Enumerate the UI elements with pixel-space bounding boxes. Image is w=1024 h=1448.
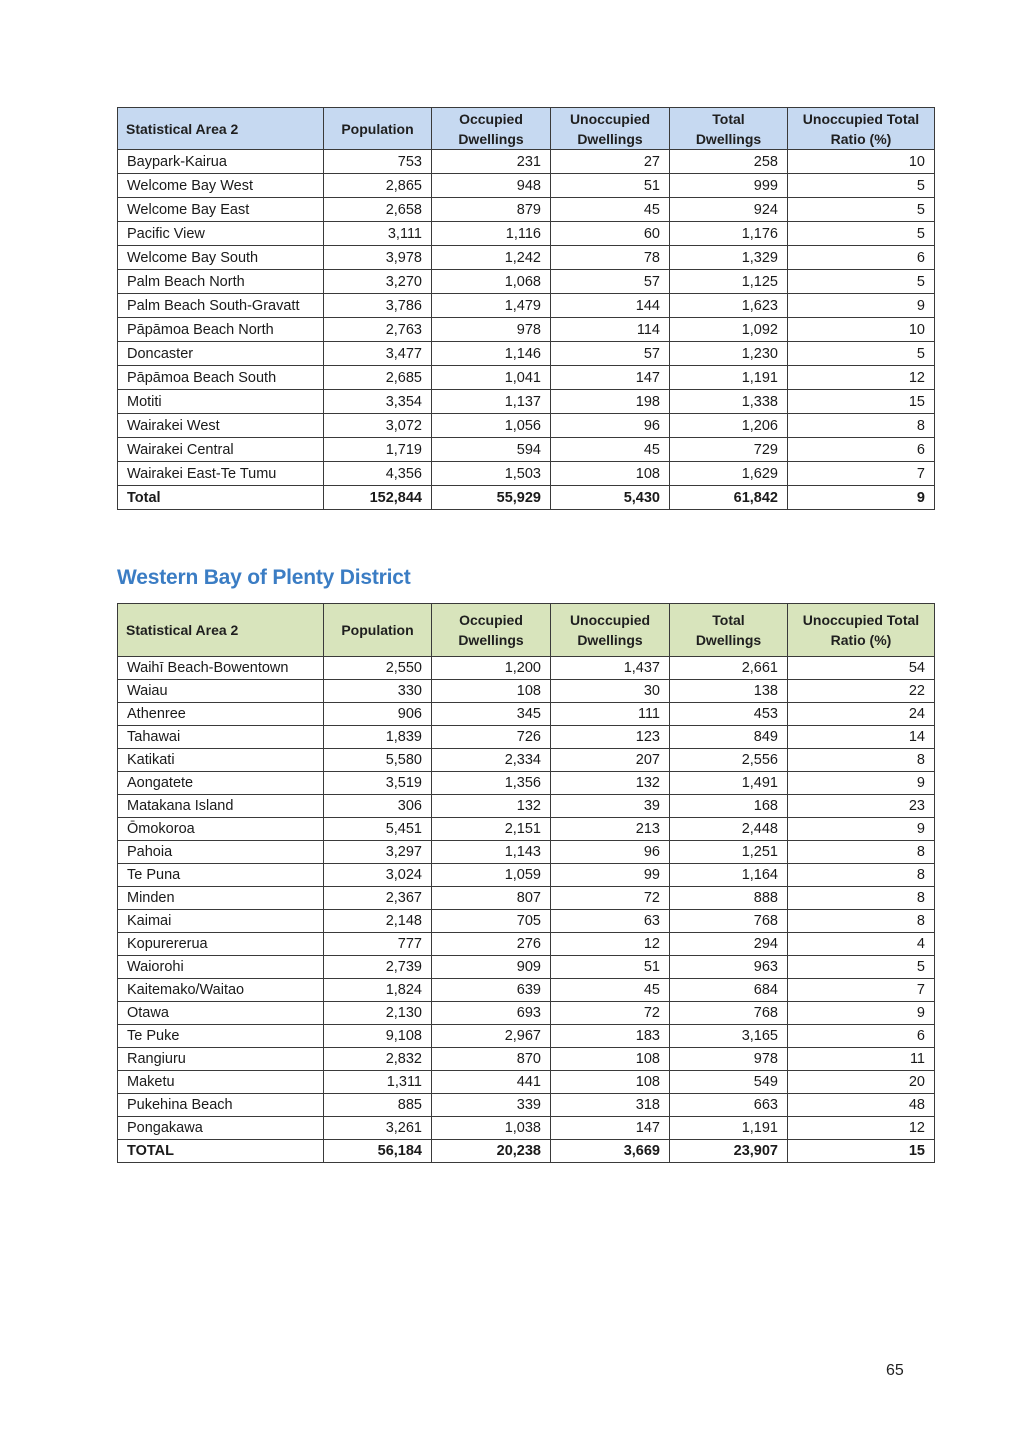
cell-occupied: 1,116 (432, 222, 551, 246)
header-unoccupied-ratio: Unoccupied Total Ratio (%) (788, 108, 935, 150)
cell-ratio: 23 (788, 795, 935, 818)
cell-occupied: 1,356 (432, 772, 551, 795)
table-row (118, 1002, 935, 1025)
cell-total: 138 (670, 680, 788, 703)
cell-area: Welcome Bay South (118, 246, 324, 270)
cell-total: 61,842 (670, 486, 788, 510)
cell-ratio: 24 (788, 703, 935, 726)
cell-ratio: 48 (788, 1094, 935, 1117)
cell-unoccupied: 207 (551, 749, 670, 772)
header-unoccupied-ratio: Unoccupied Total Ratio (%) (788, 604, 935, 657)
cell-area: Palm Beach North (118, 270, 324, 294)
cell-population: 1,839 (324, 726, 432, 749)
cell-ratio: 5 (788, 270, 935, 294)
cell-population: 3,786 (324, 294, 432, 318)
table-row (118, 818, 935, 841)
cell-population: 3,072 (324, 414, 432, 438)
cell-area: Pacific View (118, 222, 324, 246)
cell-ratio: 10 (788, 318, 935, 342)
cell-unoccupied: 45 (551, 438, 670, 462)
header-total-dwellings: Total Dwellings (670, 604, 788, 657)
cell-total: 1,191 (670, 366, 788, 390)
cell-ratio: 5 (788, 956, 935, 979)
cell-ratio: 7 (788, 462, 935, 486)
cell-population: 885 (324, 1094, 432, 1117)
cell-area: Welcome Bay West (118, 174, 324, 198)
cell-area: Ōmokoroa (118, 818, 324, 841)
cell-occupied: 20,238 (432, 1140, 551, 1163)
cell-occupied: 909 (432, 956, 551, 979)
cell-unoccupied: 30 (551, 680, 670, 703)
cell-occupied: 1,200 (432, 657, 551, 680)
cell-area: Pāpāmoa Beach North (118, 318, 324, 342)
cell-unoccupied: 51 (551, 956, 670, 979)
cell-area: Waiorohi (118, 956, 324, 979)
cell-ratio: 5 (788, 342, 935, 366)
cell-total: 1,623 (670, 294, 788, 318)
cell-ratio: 6 (788, 438, 935, 462)
cell-population: 906 (324, 703, 432, 726)
cell-population: 2,367 (324, 887, 432, 910)
cell-unoccupied: 60 (551, 222, 670, 246)
cell-occupied: 1,068 (432, 270, 551, 294)
cell-total: 729 (670, 438, 788, 462)
cell-occupied: 879 (432, 198, 551, 222)
cell-unoccupied: 57 (551, 270, 670, 294)
cell-area: Pahoia (118, 841, 324, 864)
cell-occupied: 1,056 (432, 414, 551, 438)
cell-area: Matakana Island (118, 795, 324, 818)
table-row (118, 680, 935, 703)
cell-unoccupied: 132 (551, 772, 670, 795)
cell-total: 888 (670, 887, 788, 910)
cell-area: Pongakawa (118, 1117, 324, 1140)
cell-ratio: 8 (788, 414, 935, 438)
cell-occupied: 693 (432, 1002, 551, 1025)
cell-total: 1,125 (670, 270, 788, 294)
cell-population: 5,451 (324, 818, 432, 841)
cell-occupied: 1,137 (432, 390, 551, 414)
cell-total: 2,661 (670, 657, 788, 680)
cell-population: 3,354 (324, 390, 432, 414)
cell-unoccupied: 45 (551, 979, 670, 1002)
cell-ratio: 8 (788, 910, 935, 933)
cell-ratio: 8 (788, 841, 935, 864)
cell-area: Rangiuru (118, 1048, 324, 1071)
cell-total: 663 (670, 1094, 788, 1117)
table-row (118, 438, 935, 462)
table-row (118, 366, 935, 390)
cell-occupied: 276 (432, 933, 551, 956)
cell-total: 3,165 (670, 1025, 788, 1048)
cell-population: 2,130 (324, 1002, 432, 1025)
header-total-dwellings: Total Dwellings (670, 108, 788, 150)
cell-occupied: 339 (432, 1094, 551, 1117)
cell-area: Baypark-Kairua (118, 150, 324, 174)
cell-unoccupied: 114 (551, 318, 670, 342)
cell-area: Kaitemako/Waitao (118, 979, 324, 1002)
table-row (118, 1071, 935, 1094)
cell-unoccupied: 108 (551, 462, 670, 486)
cell-ratio: 12 (788, 366, 935, 390)
cell-total: 924 (670, 198, 788, 222)
table-row (118, 414, 935, 438)
cell-unoccupied: 72 (551, 887, 670, 910)
cell-occupied: 1,242 (432, 246, 551, 270)
cell-ratio: 8 (788, 749, 935, 772)
header-statistical-area: Statistical Area 2 (118, 604, 324, 657)
table-row (118, 657, 935, 680)
cell-total: 1,164 (670, 864, 788, 887)
cell-population: 3,111 (324, 222, 432, 246)
cell-area: Aongatete (118, 772, 324, 795)
cell-unoccupied: 39 (551, 795, 670, 818)
page-number: 65 (886, 1362, 904, 1379)
table-row (118, 1094, 935, 1117)
cell-area: Tahawai (118, 726, 324, 749)
cell-population: 9,108 (324, 1025, 432, 1048)
table-row (118, 462, 935, 486)
table-body (118, 150, 935, 510)
cell-area: Waihī Beach-Bowentown (118, 657, 324, 680)
cell-ratio: 7 (788, 979, 935, 1002)
cell-ratio: 9 (788, 772, 935, 795)
cell-unoccupied: 27 (551, 150, 670, 174)
cell-occupied: 345 (432, 703, 551, 726)
cell-area: Otawa (118, 1002, 324, 1025)
cell-occupied: 978 (432, 318, 551, 342)
cell-total: 978 (670, 1048, 788, 1071)
cell-area: Wairakei West (118, 414, 324, 438)
cell-area: Wairakei Central (118, 438, 324, 462)
table-bay-of-plenty-sa2 (117, 107, 935, 510)
cell-total: 1,338 (670, 390, 788, 414)
table-row (118, 841, 935, 864)
cell-area: Motiti (118, 390, 324, 414)
cell-population: 3,270 (324, 270, 432, 294)
table-row (118, 703, 935, 726)
header-population: Population (324, 108, 432, 150)
cell-population: 777 (324, 933, 432, 956)
cell-unoccupied: 45 (551, 198, 670, 222)
cell-area: Waiau (118, 680, 324, 703)
cell-unoccupied: 198 (551, 390, 670, 414)
cell-area: Te Puna (118, 864, 324, 887)
cell-population: 3,024 (324, 864, 432, 887)
cell-total: 1,176 (670, 222, 788, 246)
cell-ratio: 9 (788, 1002, 935, 1025)
cell-population: 3,978 (324, 246, 432, 270)
cell-area: Total (118, 486, 324, 510)
header-statistical-area: Statistical Area 2 (118, 108, 324, 150)
cell-unoccupied: 1,437 (551, 657, 670, 680)
cell-occupied: 639 (432, 979, 551, 1002)
cell-total: 168 (670, 795, 788, 818)
table-row (118, 749, 935, 772)
cell-unoccupied: 108 (551, 1071, 670, 1094)
cell-ratio: 54 (788, 657, 935, 680)
cell-population: 56,184 (324, 1140, 432, 1163)
cell-occupied: 948 (432, 174, 551, 198)
cell-ratio: 4 (788, 933, 935, 956)
cell-unoccupied: 57 (551, 342, 670, 366)
cell-occupied: 1,059 (432, 864, 551, 887)
cell-unoccupied: 147 (551, 1117, 670, 1140)
cell-ratio: 5 (788, 198, 935, 222)
cell-ratio: 6 (788, 246, 935, 270)
cell-population: 2,685 (324, 366, 432, 390)
cell-population: 1,719 (324, 438, 432, 462)
cell-ratio: 12 (788, 1117, 935, 1140)
cell-unoccupied: 3,669 (551, 1140, 670, 1163)
cell-total: 684 (670, 979, 788, 1002)
cell-ratio: 6 (788, 1025, 935, 1048)
cell-unoccupied: 318 (551, 1094, 670, 1117)
table-total-row (118, 1140, 935, 1163)
cell-population: 330 (324, 680, 432, 703)
cell-unoccupied: 72 (551, 1002, 670, 1025)
cell-total: 23,907 (670, 1140, 788, 1163)
table-row (118, 887, 935, 910)
cell-total: 258 (670, 150, 788, 174)
cell-ratio: 20 (788, 1071, 935, 1094)
cell-total: 1,191 (670, 1117, 788, 1140)
cell-ratio: 9 (788, 486, 935, 510)
table-row (118, 726, 935, 749)
cell-area: Te Puke (118, 1025, 324, 1048)
cell-population: 3,297 (324, 841, 432, 864)
cell-ratio: 8 (788, 887, 935, 910)
cell-occupied: 1,503 (432, 462, 551, 486)
table-header-row (118, 108, 935, 150)
table-row (118, 1117, 935, 1140)
cell-total: 294 (670, 933, 788, 956)
cell-population: 2,658 (324, 198, 432, 222)
table-western-bop-sa2 (117, 603, 935, 1163)
cell-area: Kaimai (118, 910, 324, 933)
table-row (118, 222, 935, 246)
cell-occupied: 2,151 (432, 818, 551, 841)
cell-unoccupied: 183 (551, 1025, 670, 1048)
cell-area: Katikati (118, 749, 324, 772)
table-row (118, 1048, 935, 1071)
cell-occupied: 1,143 (432, 841, 551, 864)
table-row (118, 294, 935, 318)
cell-total: 768 (670, 910, 788, 933)
cell-area: Maketu (118, 1071, 324, 1094)
cell-unoccupied: 99 (551, 864, 670, 887)
cell-area: Athenree (118, 703, 324, 726)
cell-population: 2,763 (324, 318, 432, 342)
cell-occupied: 705 (432, 910, 551, 933)
table-row (118, 342, 935, 366)
cell-occupied: 726 (432, 726, 551, 749)
table-row (118, 318, 935, 342)
cell-total: 1,251 (670, 841, 788, 864)
cell-occupied: 807 (432, 887, 551, 910)
cell-ratio: 15 (788, 390, 935, 414)
cell-population: 4,356 (324, 462, 432, 486)
cell-unoccupied: 213 (551, 818, 670, 841)
cell-unoccupied: 108 (551, 1048, 670, 1071)
table-row (118, 933, 935, 956)
cell-area: Palm Beach South-Gravatt (118, 294, 324, 318)
cell-population: 2,739 (324, 956, 432, 979)
cell-occupied: 870 (432, 1048, 551, 1071)
cell-occupied: 108 (432, 680, 551, 703)
cell-occupied: 132 (432, 795, 551, 818)
header-population: Population (324, 604, 432, 657)
cell-total: 549 (670, 1071, 788, 1094)
cell-unoccupied: 147 (551, 366, 670, 390)
cell-ratio: 14 (788, 726, 935, 749)
cell-occupied: 231 (432, 150, 551, 174)
cell-occupied: 1,041 (432, 366, 551, 390)
cell-population: 152,844 (324, 486, 432, 510)
cell-total: 1,230 (670, 342, 788, 366)
cell-total: 1,206 (670, 414, 788, 438)
cell-unoccupied: 96 (551, 414, 670, 438)
cell-ratio: 5 (788, 222, 935, 246)
cell-area: Pukehina Beach (118, 1094, 324, 1117)
cell-occupied: 2,334 (432, 749, 551, 772)
cell-ratio: 9 (788, 818, 935, 841)
cell-area: Minden (118, 887, 324, 910)
table-header-row (118, 604, 935, 657)
table-row (118, 174, 935, 198)
table-body (118, 657, 935, 1163)
header-unoccupied-dwellings: Unoccupied Dwellings (551, 108, 670, 150)
section-heading: Western Bay of Plenty District (117, 566, 411, 589)
cell-occupied: 55,929 (432, 486, 551, 510)
cell-occupied: 441 (432, 1071, 551, 1094)
cell-unoccupied: 144 (551, 294, 670, 318)
table-row (118, 772, 935, 795)
cell-ratio: 9 (788, 294, 935, 318)
cell-unoccupied: 63 (551, 910, 670, 933)
cell-area: Doncaster (118, 342, 324, 366)
table-row (118, 1025, 935, 1048)
table-row (118, 150, 935, 174)
cell-population: 2,148 (324, 910, 432, 933)
cell-unoccupied: 111 (551, 703, 670, 726)
cell-total: 2,556 (670, 749, 788, 772)
cell-total: 999 (670, 174, 788, 198)
cell-area: Pāpāmoa Beach South (118, 366, 324, 390)
cell-population: 2,832 (324, 1048, 432, 1071)
cell-population: 753 (324, 150, 432, 174)
cell-ratio: 10 (788, 150, 935, 174)
cell-total: 768 (670, 1002, 788, 1025)
cell-ratio: 15 (788, 1140, 935, 1163)
table-row (118, 979, 935, 1002)
cell-population: 5,580 (324, 749, 432, 772)
table-total-row (118, 486, 935, 510)
cell-ratio: 22 (788, 680, 935, 703)
cell-unoccupied: 5,430 (551, 486, 670, 510)
table-row (118, 864, 935, 887)
cell-area: TOTAL (118, 1140, 324, 1163)
cell-total: 963 (670, 956, 788, 979)
header-unoccupied-dwellings: Unoccupied Dwellings (551, 604, 670, 657)
table-row (118, 270, 935, 294)
cell-area: Kopurererua (118, 933, 324, 956)
cell-unoccupied: 51 (551, 174, 670, 198)
cell-unoccupied: 96 (551, 841, 670, 864)
cell-unoccupied: 78 (551, 246, 670, 270)
cell-unoccupied: 123 (551, 726, 670, 749)
cell-population: 3,261 (324, 1117, 432, 1140)
table-row (118, 910, 935, 933)
cell-total: 453 (670, 703, 788, 726)
table-row (118, 198, 935, 222)
cell-occupied: 594 (432, 438, 551, 462)
cell-occupied: 2,967 (432, 1025, 551, 1048)
cell-unoccupied: 12 (551, 933, 670, 956)
cell-ratio: 5 (788, 174, 935, 198)
cell-occupied: 1,146 (432, 342, 551, 366)
cell-population: 2,550 (324, 657, 432, 680)
table-row (118, 956, 935, 979)
cell-area: Wairakei East-Te Tumu (118, 462, 324, 486)
table-row (118, 246, 935, 270)
table-row (118, 795, 935, 818)
cell-total: 1,491 (670, 772, 788, 795)
cell-ratio: 8 (788, 864, 935, 887)
cell-occupied: 1,479 (432, 294, 551, 318)
header-occupied-dwellings: Occupied Dwellings (432, 108, 551, 150)
cell-population: 306 (324, 795, 432, 818)
cell-population: 1,824 (324, 979, 432, 1002)
cell-population: 1,311 (324, 1071, 432, 1094)
cell-area: Welcome Bay East (118, 198, 324, 222)
cell-occupied: 1,038 (432, 1117, 551, 1140)
cell-total: 849 (670, 726, 788, 749)
cell-total: 1,092 (670, 318, 788, 342)
cell-population: 2,865 (324, 174, 432, 198)
cell-total: 1,629 (670, 462, 788, 486)
table-row (118, 390, 935, 414)
cell-population: 3,519 (324, 772, 432, 795)
header-occupied-dwellings: Occupied Dwellings (432, 604, 551, 657)
cell-population: 3,477 (324, 342, 432, 366)
cell-total: 1,329 (670, 246, 788, 270)
cell-total: 2,448 (670, 818, 788, 841)
cell-ratio: 11 (788, 1048, 935, 1071)
